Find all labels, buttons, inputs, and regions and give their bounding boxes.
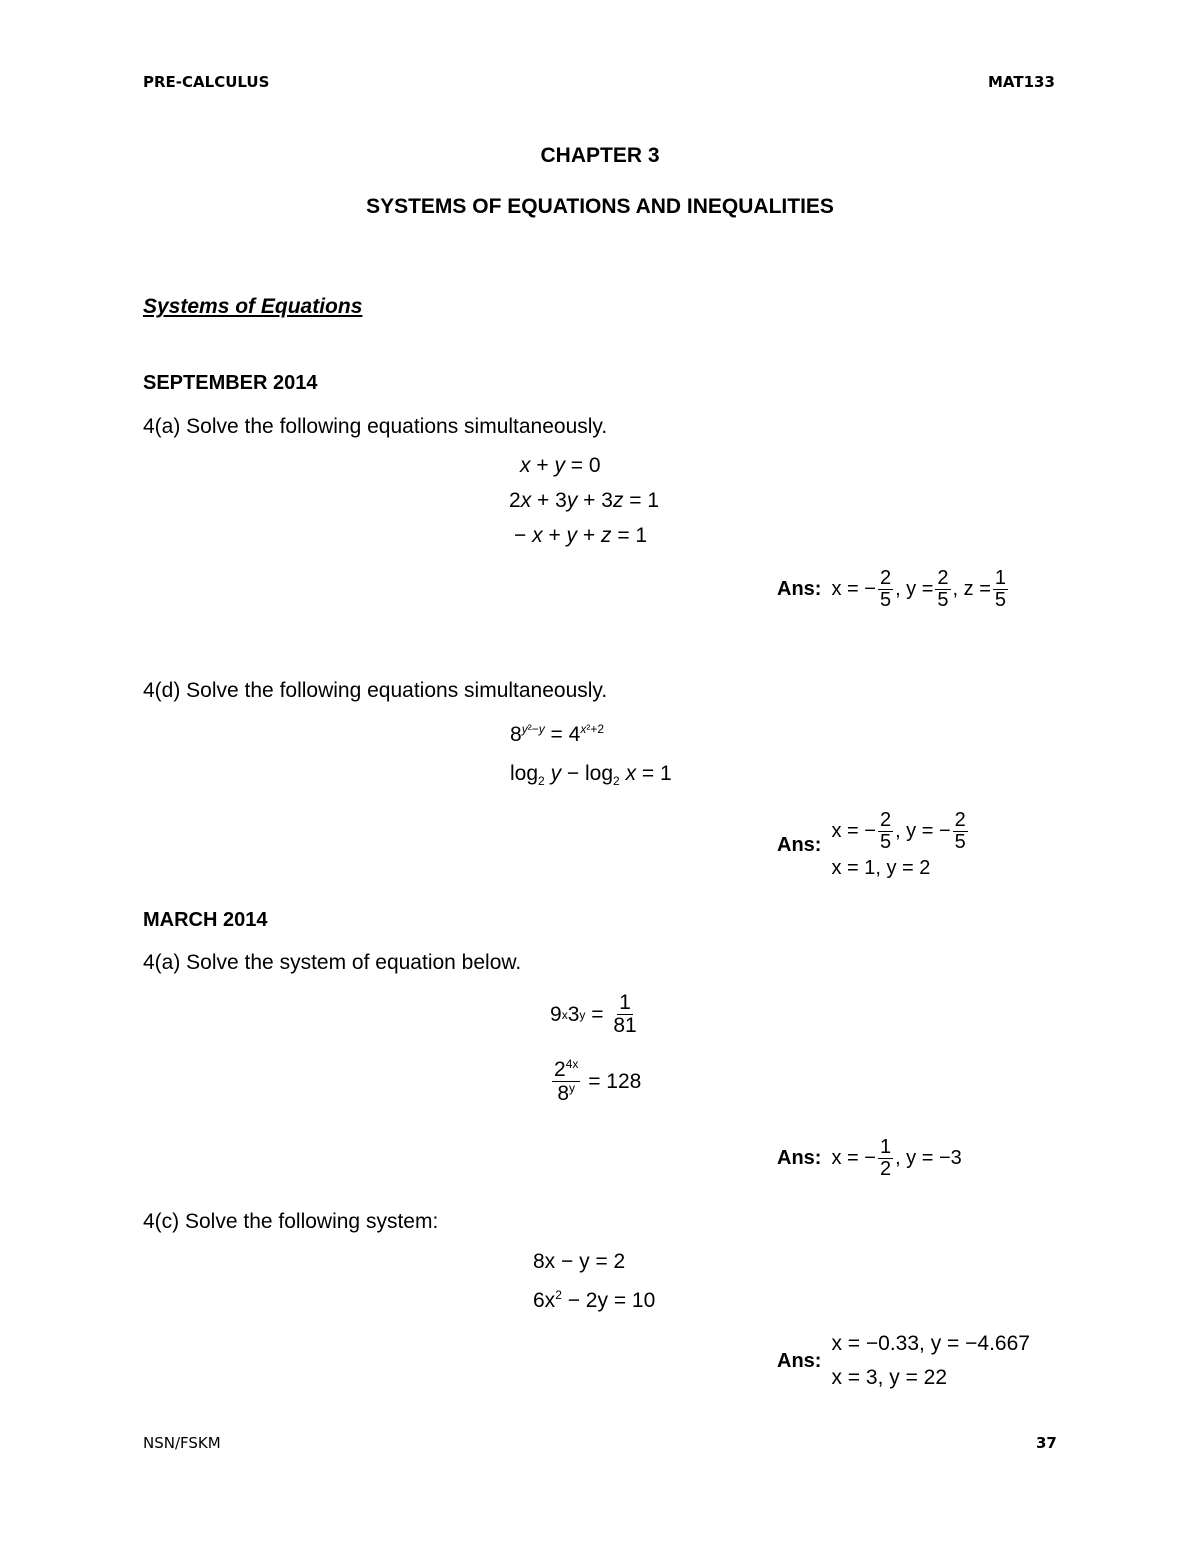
equation: $\log_2 y - \log_2 x = 1$: [510, 762, 672, 789]
footer-left: NSN/FSKM: [143, 1434, 221, 1452]
fraction: $\frac{2^{4x}}{8^y}$: [554, 1057, 579, 1106]
page-number: 37: [1036, 1434, 1057, 1452]
answer-math: x = 3, y = 22: [831, 1366, 948, 1389]
fraction: $\frac{1}{5}$: [994, 567, 1007, 611]
answer-block: [777, 1137, 962, 1180]
answer-math: x = −0.33, y = −4.667: [831, 1332, 1030, 1355]
equation: $\frac{2^{4x}}{8^y}$ = 128: [554, 1057, 642, 1106]
equation: − x + y + z = 1: [514, 524, 648, 547]
fraction: $\frac{2}{5}$: [879, 809, 892, 853]
fraction: $\frac{2}{5}$: [937, 567, 949, 611]
running-header-left: PRE-CALCULUS: [143, 73, 270, 91]
equation: 8x − y = 2: [533, 1250, 626, 1273]
answer-block: [777, 1332, 1030, 1390]
answer-label: Ans:: [777, 1147, 822, 1169]
answer-math: x = − $\frac{2}{5}$ , y = $\frac{2}{5}$ , z = $\frac{1}{5}$: [831, 567, 1007, 611]
answer-math: x = − $\frac{1}{2}$ , y = −3: [831, 1136, 962, 1180]
equation: $6x^2 - 2y = 10$: [533, 1288, 656, 1312]
answer-label: Ans:: [777, 833, 822, 856]
equation: 9 x 3 y = $\frac{1}{81}$: [550, 991, 637, 1038]
answer-label: Ans:: [777, 578, 822, 600]
answer-block: [777, 810, 970, 880]
question-label: 4(a) Solve the system of equation below.: [143, 951, 522, 974]
fraction: $\frac{2}{5}$: [954, 809, 966, 853]
question-label: 4(c) Solve the following system:: [143, 1210, 439, 1233]
answer-math: x = − $\frac{2}{5}$ , y = − $\frac{2}{5}$: [831, 809, 966, 853]
equation: x + y = 0: [520, 454, 601, 477]
question-label: 4(d) Solve the following equations simultaneously.: [143, 679, 608, 702]
fraction: $\frac{1}{81}$: [613, 991, 637, 1038]
answer-lines: [831, 1332, 1030, 1390]
fraction: $\frac{1}{2}$: [879, 1136, 892, 1180]
equation: 2x + 3y + 3z = 1: [509, 489, 660, 512]
question-label: 4(a) Solve the following equations simultaneously.: [143, 415, 608, 438]
equation: $8^{y^2-y} = 4^{x^2+2}$: [510, 722, 605, 746]
chapter-title: CHAPTER 3: [540, 144, 660, 167]
answer-lines: [831, 810, 969, 880]
fraction: $\frac{2}{5}$: [879, 567, 892, 611]
chapter-subtitle: SYSTEMS OF EQUATIONS AND INEQUALITIES: [366, 195, 834, 218]
answer-label: Ans:: [777, 1349, 822, 1372]
answer-math: x = 1, y = 2: [831, 857, 931, 879]
section-title: Systems of Equations: [143, 295, 363, 318]
answer-block: [777, 568, 1010, 611]
section-heading-mar-2014: MARCH 2014: [143, 909, 268, 931]
running-header-right: MAT133: [988, 73, 1055, 91]
section-heading-sep-2014: SEPTEMBER 2014: [143, 372, 318, 394]
